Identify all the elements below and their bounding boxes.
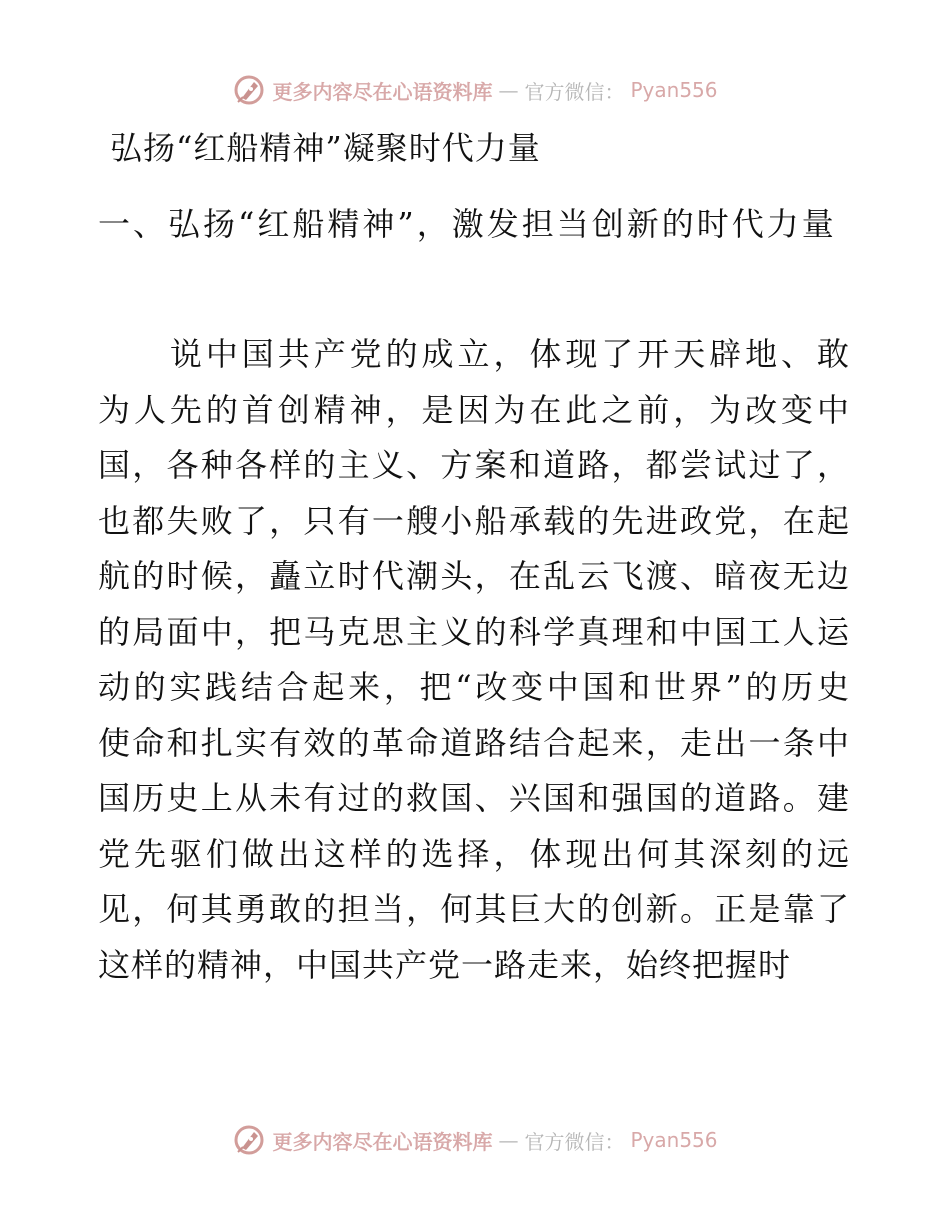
section-heading: 一、弘扬“红船精神”，激发担当创新的时代力量 — [98, 205, 837, 243]
body-line: 说中国共产党的成立，体现了开天辟地、敢 — [98, 335, 850, 373]
footer-watermark-banner — [0, 1120, 950, 1160]
body-line: 的局面中，把马克思主义的科学真理和中国工人运 — [98, 612, 850, 651]
watermark-wechat-id: Pyan556 — [630, 1128, 718, 1152]
watermark-wechat-label: 官方微信： — [524, 79, 625, 104]
body-line: 动的实践结合起来，把“改变中国和世界”的历史 — [98, 668, 850, 706]
body-line: 航的时候，矗立时代潮头，在乱云飞渡、暗夜无边 — [98, 557, 850, 595]
watermark-dash: — — [498, 1128, 519, 1152]
body-line: 这样的精神，中国共产党一路走来，始终把握时 — [98, 945, 792, 984]
document-title: 弘扬“红船精神”凝聚时代力量 — [110, 129, 541, 167]
watermark-main-text: 更多内容尽在心语资料库 — [272, 79, 493, 104]
body-line: 国历史上从未有过的救国、兴国和强国的道路。建 — [98, 779, 850, 817]
pen-nib-logo-icon — [232, 1123, 266, 1157]
body-line: 使命和扎实有效的革命道路结合起来，走出一条中 — [98, 723, 850, 762]
body-line: 见，何其勇敢的担当，何其巨大的创新。正是靠了 — [98, 890, 850, 928]
header-watermark-banner — [0, 70, 950, 110]
body-line: 也都失败了，只有一艘小船承载的先进政党，在起 — [98, 501, 850, 540]
body-line: 国，各种各样的主义、方案和道路，都尝试过了， — [98, 446, 850, 484]
watermark-wechat-id: Pyan556 — [630, 78, 718, 102]
watermark-wechat-label: 官方微信： — [524, 1129, 625, 1154]
body-paragraph — [98, 327, 850, 993]
body-line: 为人先的首创精神，是因为在此之前，为改变中 — [98, 390, 850, 429]
watermark-dash: — — [498, 78, 519, 102]
body-line: 党先驱们做出这样的选择，体现出何其深刻的远 — [98, 834, 850, 873]
pen-nib-logo-icon — [232, 73, 266, 107]
watermark-main-text: 更多内容尽在心语资料库 — [272, 1129, 493, 1154]
